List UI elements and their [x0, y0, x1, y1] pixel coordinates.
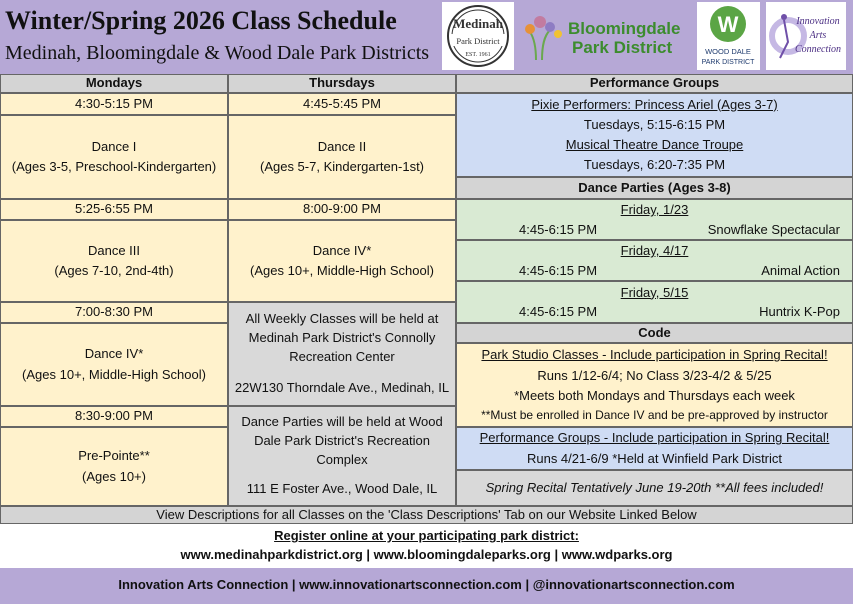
note-line: Complex — [316, 452, 368, 467]
dance-party-2 — [456, 240, 853, 281]
performance-group-time: Tuesdays, 5:15-6:15 PM — [583, 116, 726, 132]
mondays-time-4: 8:30-9:00 PM — [0, 406, 228, 427]
wood-dale-park-district-logo — [697, 2, 760, 70]
medinah-park-district-logo — [442, 2, 514, 70]
party-theme: Snowflake Spectacular — [707, 221, 840, 237]
register-online-section — [0, 524, 853, 568]
note-line: Recreation Center — [289, 349, 395, 364]
party-time: 4:45-6:15 PM — [519, 304, 598, 319]
class-ages: (Ages 10+, Middle-High School) — [22, 366, 206, 382]
performance-groups-header: Performance Groups — [456, 74, 853, 93]
code-studio-note: *Meets both Mondays and Thursdays each week — [514, 387, 795, 403]
note-line: All Weekly Classes will be held at — [245, 311, 439, 327]
party-date: Friday, 1/23 — [620, 202, 689, 217]
class-descriptions-note: View Descriptions for all Classes on the 'Class Descriptions' Tab on our Website Linked Below — [0, 506, 853, 524]
code-perf-runs: Runs 4/21-6/9 *Held at Winfield Park District — [526, 450, 783, 466]
innovation-arts-connection-logo — [766, 2, 846, 70]
register-links[interactable]: www.medinahparkdistrict.org | www.bloomingdaleparks.org | www.wdparks.org — [180, 547, 673, 562]
page-title: Winter/Spring 2026 Class Schedule — [5, 6, 397, 35]
note-line: Dale Park District's Recreation — [254, 433, 430, 449]
mondays-time-1: 4:30-5:15 PM — [0, 93, 228, 115]
medinah-logo-word: Medinah — [453, 16, 503, 31]
class-name: Dance IV* — [84, 346, 144, 362]
thursdays-time-2: 8:00-9:00 PM — [228, 199, 456, 220]
class-name: Pre-Pointe** — [78, 448, 150, 464]
iac-logo-line2: Arts — [809, 30, 827, 41]
location-address: 111 E Foster Ave., Wood Dale, IL — [246, 480, 438, 496]
mondays-class-1 — [0, 115, 228, 199]
schedule-grid — [0, 74, 853, 506]
party-theme: Animal Action — [761, 262, 840, 278]
thursdays-header: Thursdays — [228, 74, 456, 93]
dance-parties-header: Dance Parties (Ages 3-8) — [456, 177, 853, 199]
spring-recital-note: Spring Recital Tentatively June 19-20th **All fees included! — [456, 470, 853, 506]
note-line: Medinah Park District's Connolly — [248, 330, 436, 346]
thursdays-class-2 — [228, 220, 456, 302]
party-theme: Huntrix K-Pop — [759, 304, 840, 319]
iac-logo-line3: Connection — [794, 44, 842, 55]
bloomingdale-logo-line2: Park District — [572, 38, 673, 57]
class-name: Dance I — [91, 138, 137, 154]
thursdays-time-1: 4:45-5:45 PM — [228, 93, 456, 115]
performance-group-time: Tuesdays, 6:20-7:35 PM — [583, 157, 726, 173]
class-name: Dance IV* — [312, 242, 372, 258]
party-time: 4:45-6:15 PM — [519, 262, 598, 278]
dance-parties-location-note — [228, 406, 456, 506]
party-date: Friday, 5/15 — [620, 284, 689, 300]
location-address: 22W130 Thorndale Ave., Medinah, IL — [234, 379, 450, 395]
header-banner — [0, 0, 853, 74]
class-name: Dance III — [87, 242, 141, 258]
mondays-time-3: 7:00-8:30 PM — [0, 302, 228, 323]
code-header: Code — [456, 323, 853, 343]
page-subtitle: Medinah, Bloomingdale & Wood Dale Park Districts — [5, 42, 430, 64]
mondays-class-3 — [0, 323, 228, 406]
mondays-class-2 — [0, 220, 228, 302]
class-ages: (Ages 10+) — [82, 468, 146, 484]
code-studio-note: **Must be enrolled in Dance IV and be pre-approved by instructor — [481, 407, 828, 422]
party-time: 4:45-6:15 PM — [519, 221, 598, 237]
performance-group-name: Musical Theatre Dance Troupe — [565, 137, 744, 152]
note-line: Dance Parties will be held at Wood — [241, 414, 443, 430]
performance-groups-block — [456, 93, 853, 177]
performance-group-name: Pixie Performers: Princess Ariel (Ages 3-7) — [531, 96, 778, 112]
wood-dale-logo-line2: PARK DISTRICT — [701, 59, 755, 66]
iac-logo-line1: Innovation — [796, 16, 840, 27]
medinah-logo-text: Park District — [456, 36, 500, 46]
wood-dale-logo-line1: WOOD DALE — [705, 47, 751, 56]
mondays-header: Mondays — [0, 74, 228, 93]
register-heading: Register online at your participating park district: — [274, 528, 579, 543]
class-ages: (Ages 10+, Middle-High School) — [250, 263, 434, 278]
dance-party-3 — [456, 281, 853, 323]
mondays-time-2: 5:25-6:55 PM — [0, 199, 228, 220]
class-ages: (Ages 5-7, Kindergarten-1st) — [259, 159, 425, 174]
weekly-classes-location-note — [228, 302, 456, 406]
class-name: Dance II — [317, 138, 367, 154]
medinah-logo-est: EST. 1961 — [465, 52, 491, 58]
dance-party-1 — [456, 199, 853, 240]
code-performance-groups — [456, 427, 853, 470]
footer-banner: Innovation Arts Connection | www.innovationartsconnection.com | @innovationartsconnection.com — [0, 568, 853, 604]
code-perf-title: Performance Groups - Include participation in Spring Recital! — [479, 430, 830, 446]
wood-dale-logo-mark: W — [717, 12, 739, 37]
class-ages: (Ages 7-10, 2nd-4th) — [54, 263, 174, 278]
flower-icon — [525, 16, 562, 60]
code-studio-runs: Runs 1/12-6/4; No Class 3/23-4/2 & 5/25 — [537, 367, 772, 383]
party-date: Friday, 4/17 — [620, 243, 689, 258]
class-ages: (Ages 3-5, Preschool-Kindergarten) — [11, 159, 217, 174]
mondays-class-4 — [0, 427, 228, 506]
thursdays-class-1 — [228, 115, 456, 199]
code-studio-title: Park Studio Classes - Include participation in Spring Recital! — [481, 347, 828, 363]
code-studio-classes — [456, 343, 853, 427]
bloomingdale-logo-line1: Bloomingdale — [568, 19, 681, 38]
bloomingdale-park-district-logo — [520, 2, 690, 70]
